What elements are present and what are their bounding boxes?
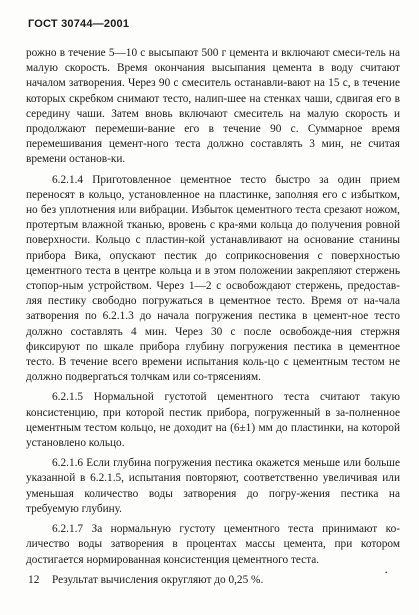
- scan-mark: •: [385, 569, 388, 577]
- paragraph-result-rounding: Результат вычисления округляют до 0,25 %.: [52, 573, 264, 586]
- paragraph-6-2-1-4: 6.2.1.4 Приготовленное цементное тесто быстро за один прием переносят в кольцо, установленное на пластинке, заполняя его с избытком, но без уплотнения или вибрации. Избыток цементного теста срезают ножом, протертым влажной тканью, вровень с кра-ями кольца до получения ровной поверхности. Кольцо с пластин-кой устанавливают на основание станины прибора Вика, опускают пестик до соприкосновения с поверхностью цементного теста в центре кольца и в этом положении закрепляют стержень стопор-ным устройством. Через 1—2 с освобождают стержень, предостав-ляя пестику свободно погружаться в цементное тесто. Время от на-чала затворения по 6.2.1.3 до начала погружения пестика в цемент-ное тесто должно составлять 4 мин. Через 30 с после освобожде-ния стержня фиксируют по шкале прибора глубину погружения пестика в цементное тесто. В течение всего времени испытания коль-цо с цементным тестом не должно подвергаться толчкам или со-трясениям.: [26, 173, 400, 384]
- page-number: 12: [28, 574, 40, 586]
- paragraph-6-2-1-5: 6.2.1.5 Нормальной густотой цементного теста считают такую консистенцию, при которой пестик прибора, погруженный в за-полненное цементным тестом кольцо, не доходит на (6±1) мм до пластинки, на которой установлено кольцо.: [26, 391, 400, 450]
- paragraph-6-2-1-7: 6.2.1.7 За нормальную густоту цементного теста принимают ко-личество воды затворения в процентах массы цемента, при котором достигается нормированная консистенция цементного теста.: [26, 523, 400, 566]
- paragraph-continuation: рожно в течение 5—10 с высыпают 500 г цемента и включают смеси-тель на малую скорость. Время окончания высыпания цемента в воду считают началом затворения. Через 90 с смеситель останавли-вают на 15 с, в течение которых скребком снимают тесто, налип-шее на стенках чаши, сдвигая его в середину чаши. Затем вновь включают смеситель на малую скорость и продолжают перемеши-вание его в течение 90 с. Суммарное время перемешивания цемент-ного теста должно составлять 3 мин, не считая времени останов-ки.: [26, 47, 400, 166]
- paragraph-6-2-1-6: 6.2.1.6 Если глубина погружения пестика окажется меньше или больше указанной в 6.2.1.5, испытания повторяют, соответственно увеличивая или уменьшая количество воды затворения до погру-жения пестика на требуемую глубину.: [26, 457, 400, 515]
- page-body: [26, 46, 400, 593]
- document-header: ГОСТ 30744—2001: [28, 18, 130, 30]
